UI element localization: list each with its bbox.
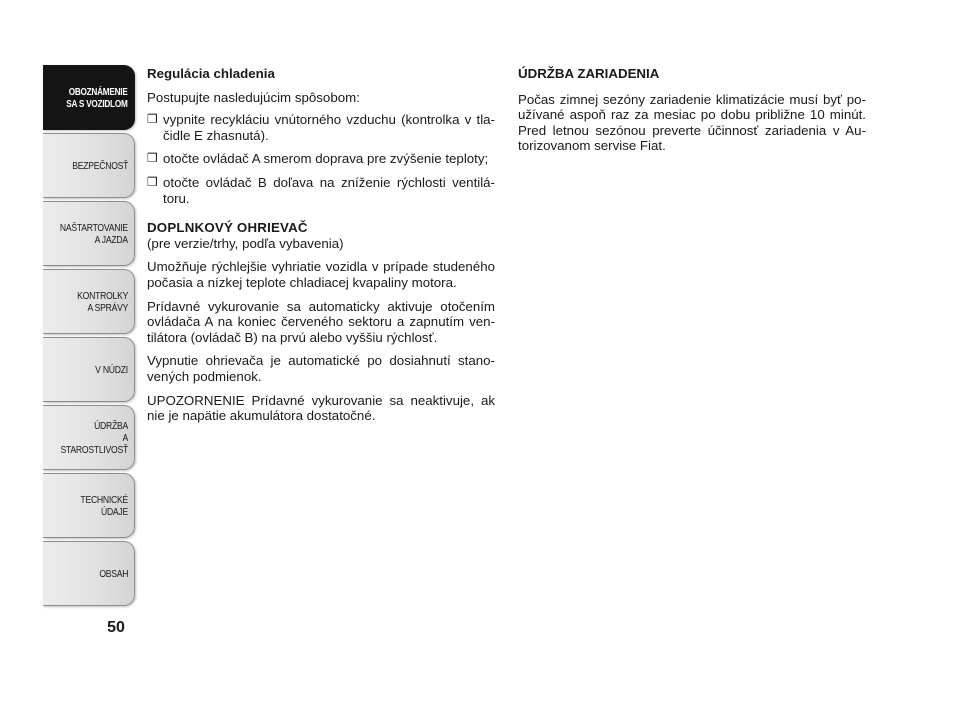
paragraph: Umožňuje rýchlejšie vyhriatie vozidla v prípade studeného počasia a nízkej teplote chladiacej kvapaliny motora. xyxy=(147,259,495,290)
list-item xyxy=(147,175,495,206)
tab-label: OBOZNÁMENIE SA S VOZIDLOM xyxy=(66,85,128,110)
list-item xyxy=(147,112,495,143)
tab-label: NAŠTARTOVANIE A JAZDA xyxy=(60,221,128,246)
tab-label: V NÚDZI xyxy=(95,363,128,376)
tab-label: OBSAH xyxy=(99,567,128,580)
tab-udrzba[interactable] xyxy=(43,405,135,470)
tab-label: TECHNICKÉ ÚDAJE xyxy=(80,493,128,518)
list-item xyxy=(147,151,495,167)
tab-technicke-udaje[interactable] xyxy=(43,473,135,538)
section-intro: Postupujte nasledujúcim spôsobom: xyxy=(147,89,360,105)
paragraph: Vypnutie ohrievača je automatické po dosiahnutí stano- vených podmienok. xyxy=(147,353,495,384)
tab-nastartovanie[interactable] xyxy=(43,201,135,266)
paragraph: Počas zimnej sezóny zariadenie klimatizácie musí byť po- užívané aspoň raz za mesiac po dobu približne 10 minút. Pred letnou sezónou preverte účinnosť zariadenia v Au- torizovanom servise Fiat. xyxy=(518,91,866,154)
section-title-maintenance: ÚDRŽBA ZARIADENIA xyxy=(518,66,660,81)
section-title-cooling: Regulácia chladenia xyxy=(147,66,275,81)
tab-bezpecnost[interactable] xyxy=(43,133,135,198)
tab-v-nudzi[interactable] xyxy=(43,337,135,402)
checkbox-bullet-icon: ❒ xyxy=(147,151,158,166)
list-item-text: otočte ovládač B doľava na zníženie rýchlosti ventilá- toru. xyxy=(163,174,495,206)
tab-obsah[interactable] xyxy=(43,541,135,606)
tab-kontrolky[interactable] xyxy=(43,269,135,334)
paragraph: Prídavné vykurovanie sa automaticky aktivuje otočením ovládača A na koniec červeného sektoru a zapnutím ven- tilátora (ovládač B) na prvú alebo vyššiu rýchlosť. xyxy=(147,298,495,345)
checkbox-bullet-icon: ❒ xyxy=(147,112,158,127)
tab-label: BEZPEČNOSŤ xyxy=(72,159,128,172)
tab-label: ÚDRŽBA A STAROSTLIVOSŤ xyxy=(60,419,128,456)
section-title-heater: DOPLNKOVÝ OHRIEVAČ xyxy=(147,220,308,236)
checkbox-bullet-icon: ❒ xyxy=(147,174,158,189)
section-subtitle: (pre verzie/trhy, podľa vybavenia) xyxy=(147,235,344,251)
tab-label: KONTROLKY A SPRÁVY xyxy=(77,289,128,314)
page-number: 50 xyxy=(107,619,125,636)
warning-paragraph: UPOZORNENIE Prídavné vykurovanie sa neaktivuje, ak nie je napätie akumulátora dostatočné. xyxy=(147,392,495,424)
chapter-tabs xyxy=(43,65,135,609)
left-column xyxy=(147,66,495,432)
right-column xyxy=(518,66,866,162)
tab-oboznamenie[interactable] xyxy=(43,65,135,130)
list-item-text: otočte ovládač A smerom doprava pre zvýšenie teploty; xyxy=(163,151,489,167)
list-item-text: vypnite recykláciu vnútorného vzduchu (kontrolka v tla- čidle E zhasnutá). xyxy=(163,112,495,143)
